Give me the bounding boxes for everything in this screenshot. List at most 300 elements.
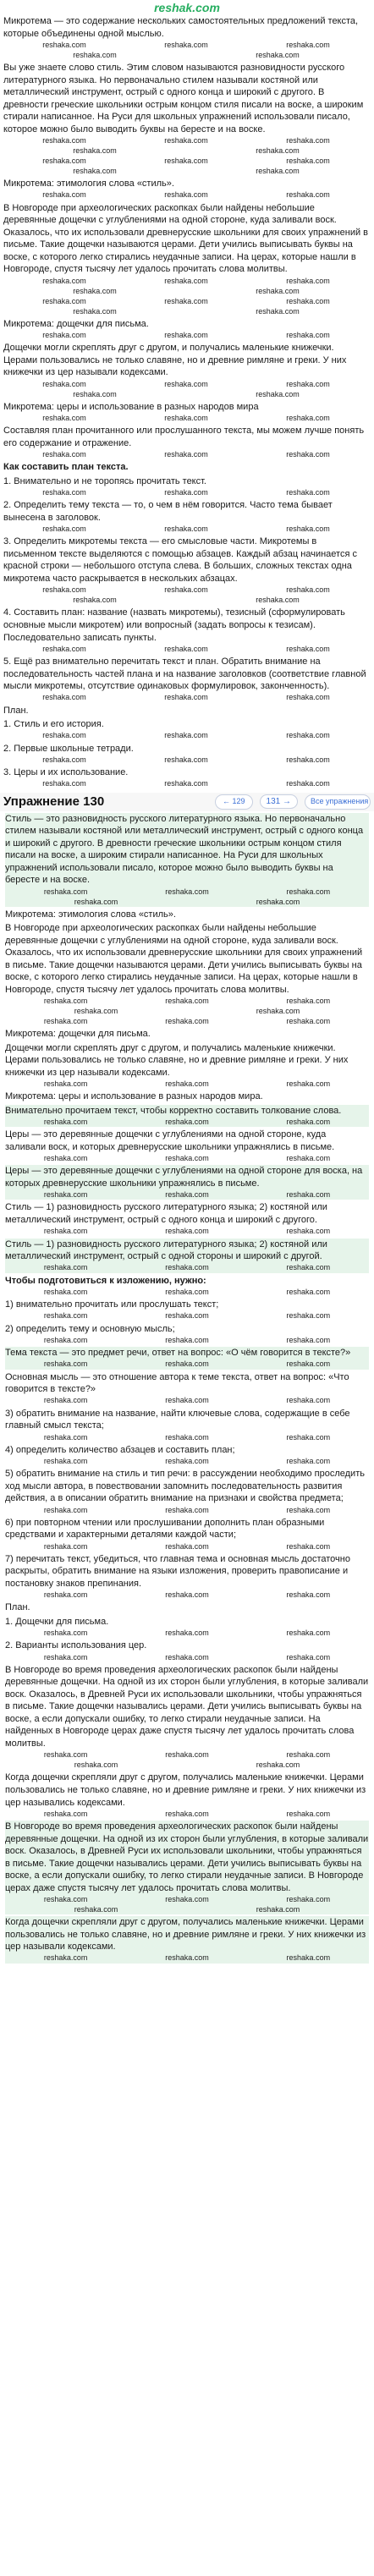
watermark-row [5,1652,369,1662]
top-paragraph [3,499,369,534]
paragraph-text: Дощечки могли скреплять друг с другом, и получались маленькие книжечки. Церами пользовались не только славяне, но и древние римляне и греки. У них книжечки из цер называли кодексами. [3,343,347,378]
watermark-text: reshaka.com [43,1017,88,1026]
watermark-row [5,1953,369,1964]
watermark-text: reshaka.com [165,997,209,1006]
bottom-paragraph [5,1347,369,1370]
bottom-paragraph [5,1640,369,1662]
watermark-row [3,276,369,286]
watermark-text: reshaka.com [286,1541,331,1551]
watermark-text: reshaka.com [73,50,117,59]
paragraph-text: Стиль — 1) разновидность русского литературного языка; 2) костяной или металлический инструмент, острый с одного конца и широкий с другого. [5,1202,327,1225]
watermark-row [3,731,369,741]
watermark-row [3,389,369,399]
bottom-paragraph [5,1299,369,1321]
bottom-paragraph [5,1239,369,1273]
watermark-text: reshaka.com [73,286,117,295]
watermark-text: reshaka.com [286,331,330,340]
watermark-row [3,330,369,340]
watermark-text: reshaka.com [42,525,86,534]
watermark-text: reshaka.com [286,1894,331,1903]
watermark-row [3,40,369,50]
watermark-text: reshaka.com [164,135,208,145]
watermark-text: reshaka.com [165,1652,209,1661]
watermark-text: reshaka.com [42,331,86,340]
watermark-text: reshaka.com [286,1287,331,1296]
watermark-text: reshaka.com [165,1750,209,1760]
watermark-row [3,779,369,789]
paragraph-text: В Новгороде во время проведения археологических раскопок были найдены деревянные дощечки. На одной из их сторон были углубления, в которые заливали воск. Оказалось, в Древней Руси их использовали школьники, чтобы упражняться в письме. Такие дощечки назывались церами. Дети учились выписывать буквы на воске, а если допускали ошибку, то легко стирали неудачные записи. На найденных в Новгороде церах даже спустя тысячу лет удалось прочитать слова молитвы. [5,1664,369,1749]
watermark-row [3,524,369,534]
watermark-text: reshaka.com [286,1652,331,1661]
watermark-text: reshaka.com [256,1904,300,1914]
watermark-row [3,585,369,595]
watermark-text: reshaka.com [164,488,208,497]
watermark-text: reshaka.com [42,585,86,595]
paragraph-text: Как составить план текста. [3,462,129,473]
bottom-paragraph [5,1616,369,1639]
watermark-text: reshaka.com [74,1007,118,1016]
watermark-text: reshaka.com [43,1396,88,1405]
watermark-row [5,1359,369,1370]
top-paragraph [3,766,369,789]
paragraph-text: 2. Варианты использования цер. [5,1640,147,1651]
prev-exercise-button[interactable]: ← 129 [215,794,253,810]
watermark-text: reshaka.com [43,1079,88,1089]
paragraph-text: План. [3,705,29,716]
paragraph-text: 4. Составить план: название (назвать микротемы), тезисный (сформулировать основные мысли микротем) или вопросный (задать вопросы к тезисам). Последовательно записать пункты. [3,607,345,643]
paragraph-text: В Новгороде во время проведения археологических раскопок были найдены деревянные дощечки. На одной из их сторон были углубления, в которые заливали воск. Оказалось, в Древней Руси их использовали школьники, чтобы упражняться в письме. Такие дощечки назывались церами. Дети учились выписывать буквы на воске, а если допускали ошибку, то легко стирали неудачные записи. В Новгороде церах даже спустя тысячу лет удалось прочитать слова молитвы. [5,1821,369,1893]
bottom-paragraph [5,909,369,921]
bottom-paragraph [5,1916,369,1964]
paragraph-text: Стиль — это разновидность русского литературного языка. Но первоначально стилем называли костяной или металлический инструмент, острый с одного конца и широкий с другого. В древности греческие школьники острым концом стиля писали на воске, а широким стирали написанное. На Руси для школьных упражнений использовали писало, которое можно было выводить буквы на бересте и на воске. [5,813,364,886]
watermark-text: reshaka.com [164,779,208,788]
watermark-text: reshaka.com [165,1079,209,1089]
watermark-row [5,1227,369,1237]
paragraph-text: 2. Первые школьные тетради. [3,743,134,754]
paragraph-text: 2. Определить тему текста — то, о чем в нём говорится. Часто тема бывает вынесена в заголовок. [3,500,333,523]
watermark-row [5,1287,369,1297]
watermark-row [5,1590,369,1600]
watermark-row [3,413,369,423]
watermark-text: reshaka.com [286,1505,331,1514]
watermark-text: reshaka.com [164,40,208,49]
watermark-row [5,1456,369,1466]
watermark-text: reshaka.com [165,1396,209,1405]
paragraph-text: Стиль — 1) разновидность русского литературного языка; 2) костяной или металлический инструмент, острый с одной стороны и широкий с другой. [5,1239,327,1262]
watermark-text: reshaka.com [256,1760,300,1770]
watermark-row [5,1006,369,1016]
watermark-text: reshaka.com [43,1190,88,1200]
bottom-paragraph [5,1371,369,1406]
watermark-text: reshaka.com [286,190,330,200]
watermark-text: reshaka.com [286,1953,331,1963]
paragraph-text: Микротема: этимология слова «стиль». [3,179,174,189]
top-paragraph [3,401,369,424]
watermark-text: reshaka.com [165,1118,209,1127]
watermark-text: reshaka.com [73,596,117,605]
watermark-text: reshaka.com [42,450,86,459]
watermark-text: reshaka.com [43,997,88,1006]
bottom-paragraph [5,1771,369,1819]
watermark-text: reshaka.com [164,414,208,423]
watermark-text: reshaka.com [42,488,86,497]
top-paragraph [3,15,369,60]
watermark-row [5,996,369,1006]
bottom-paragraph [5,1553,369,1601]
paragraph-text: 1. Дощечки для письма. [5,1616,109,1627]
paragraph-text: Составляя план прочитанного или прослушанного текста, мы можем лучше понять его содержание и отражение. [3,426,365,448]
watermark-row [3,379,369,389]
watermark-text: reshaka.com [73,306,117,316]
watermark-text: reshaka.com [286,414,330,423]
watermark-text: reshaka.com [164,276,208,285]
watermark-text: reshaka.com [164,190,208,200]
watermark-text: reshaka.com [286,450,330,459]
paragraph-text: Чтобы подготовиться к изложению, нужно: [5,1275,206,1286]
watermark-text: reshaka.com [286,1118,331,1127]
watermark-text: reshaka.com [42,379,86,388]
watermark-text: reshaka.com [73,389,117,398]
paragraph-text: 1. Стиль и его история. [3,719,104,730]
watermark-text: reshaka.com [164,644,208,653]
paragraph-text: 1. Внимательно и не торопясь прочитать текст. [3,475,206,486]
watermark-text: reshaka.com [286,693,330,702]
watermark-text: reshaka.com [165,1809,209,1818]
watermark-text: reshaka.com [164,755,208,764]
site-logo[interactable] [0,0,374,15]
watermark-text: reshaka.com [286,1629,331,1638]
watermark-text: reshaka.com [43,1263,88,1272]
top-paragraph [3,62,369,176]
watermark-text: reshaka.com [256,146,300,155]
watermark-row [5,1335,369,1345]
watermark-row [5,1189,369,1200]
watermark-text: reshaka.com [286,1335,331,1344]
watermark-text: reshaka.com [42,190,86,200]
watermark-text: reshaka.com [165,1541,209,1551]
watermark-text: reshaka.com [42,414,86,423]
next-exercise-button[interactable]: 131 → [260,794,298,809]
watermark-row [3,286,369,296]
paragraph-text: Микротема: церы и использование в разных народов мира. [5,1091,263,1102]
watermark-row [3,644,369,654]
paragraph-text: Вы уже знаете слово стиль. Этим словом называются разновидности русского литературного языка. Но первоначально стилем называли костяной или металлический инструмент, острый с одного конца и широкий с другого. В древности греческие школьники острым концом стиля писали на воске, а широким стирали написанное. На Руси для школьных упражнений использовали писало, которое можно было выводить буквы на бересте и на воске. [3,63,364,135]
watermark-text: reshaka.com [286,40,330,49]
watermark-text: reshaka.com [43,1359,88,1369]
paragraph-text: Микротема: церы и использование в разных народов мира [3,401,259,412]
watermark-text: reshaka.com [42,731,86,740]
watermark-row [5,1311,369,1321]
watermark-row [3,693,369,703]
watermark-text: reshaka.com [165,1287,209,1296]
all-exercises-button[interactable]: Все упражнения [305,794,371,810]
bottom-paragraph [5,1028,369,1041]
bottom-paragraph [5,1129,369,1163]
watermark-text: reshaka.com [165,1457,209,1466]
watermark-row [5,897,369,907]
watermark-text: reshaka.com [74,1760,118,1770]
watermark-text: reshaka.com [42,276,86,285]
watermark-text: reshaka.com [286,779,330,788]
watermark-row [3,487,369,497]
watermark-text: reshaka.com [74,897,118,906]
bottom-paragraph [5,1444,369,1467]
paragraph-text: Церы — это деревянные дощечки с углублениями на одной стороне, куда заливали воск, и которых древнерусские школьники упражнялись в письме. [5,1129,335,1152]
watermark-text: reshaka.com [42,755,86,764]
watermark-text: reshaka.com [43,1227,88,1236]
watermark-row [3,50,369,60]
watermark-text: reshaka.com [286,488,330,497]
watermark-text: reshaka.com [43,1629,88,1638]
paragraph-text: 3. Определить микротемы текста — его смысловые части. Микротемы в письменном тексте выделяются с помощью абзацев. Каждый абзац начинается с красной строки — небольшого отступа слева. В больших, сложных текстах одна микротема часто раскрывается в нескольких абзацах. [3,536,357,584]
watermark-text: reshaka.com [164,379,208,388]
watermark-text: reshaka.com [164,156,208,165]
watermark-text: reshaka.com [73,146,117,155]
watermark-text: reshaka.com [43,1652,88,1661]
watermark-text: reshaka.com [43,1953,88,1963]
watermark-row [5,1541,369,1552]
watermark-text: reshaka.com [286,1750,331,1760]
watermark-text: reshaka.com [286,296,330,305]
watermark-text: reshaka.com [43,1457,88,1466]
bottom-paragraph [5,1821,369,1914]
watermark-row [5,1894,369,1904]
watermark-text: reshaka.com [286,1079,331,1089]
watermark-row [3,166,369,176]
paragraph-text: 7) перечитать текст, убедиться, что главная тема и основная мысль достаточно раскрыты, обратить внимание на языки изложения, проверить правописание и постановку знаков препинания. [5,1553,350,1589]
watermark-row [5,1749,369,1760]
bottom-paragraph [5,1601,369,1614]
watermark-text: reshaka.com [164,693,208,702]
exercise-nav-bar [0,793,374,811]
paragraph-text: 5) обратить внимание на стиль и тип речи: в рассуждении необходимо проследить ход мысли автора, в повествовании запомнить последовательность развития действия, а в описании обратить внимание на признаки и свойства предмета; [5,1469,365,1504]
bottom-paragraph [5,1105,369,1128]
watermark-text: reshaka.com [286,644,330,653]
watermark-row [5,1904,369,1914]
bottom-paragraph [5,813,369,907]
watermark-row [3,449,369,459]
watermark-text: reshaka.com [43,1154,88,1163]
watermark-row [5,1628,369,1638]
watermark-text: reshaka.com [286,135,330,145]
paragraph-text: Церы — это деревянные дощечки с углублениями на одной стороне для воска, на которых древнерусские школьники упражнялись в письме. [5,1166,363,1189]
paragraph-text: 2) определить тему и основную мысль; [5,1323,175,1334]
nav-controls [215,794,371,810]
top-paragraph [3,425,369,459]
watermark-text: reshaka.com [286,1809,331,1818]
watermark-text: reshaka.com [43,1287,88,1296]
watermark-text: reshaka.com [256,897,300,906]
watermark-row [3,190,369,200]
watermark-row [5,1760,369,1770]
watermark-text: reshaka.com [286,1311,331,1321]
top-paragraph [3,607,369,654]
bottom-paragraph [5,1201,369,1236]
watermark-row [5,887,369,897]
watermark-text: reshaka.com [164,585,208,595]
watermark-row [3,296,369,306]
watermark-text: reshaka.com [256,306,300,316]
watermark-text: reshaka.com [286,1396,331,1405]
watermark-text: reshaka.com [286,156,330,165]
logo-text: reshak.com [154,0,220,14]
paragraph-text: Когда дощечки скрепляли друг с другом, получались маленькие книжечки. Церами пользовались не только славяне, но и древние римляне и греки. У них книжечки из цер назывались кодексами. [5,1772,366,1808]
watermark-text: reshaka.com [165,1432,209,1442]
paragraph-text: Микротема: дощечки для письма. [3,318,149,329]
top-paragraph [3,718,369,741]
watermark-text: reshaka.com [165,1190,209,1200]
paragraph-text: 6) при повторном чтении или прослушивании дополнить план образными средствами и характерными деталями каждой части; [5,1517,325,1541]
watermark-text: reshaka.com [286,525,330,534]
watermark-text: reshaka.com [73,166,117,175]
watermark-text: reshaka.com [43,1311,88,1321]
watermark-text: reshaka.com [165,1590,209,1600]
watermark-row [5,1079,369,1089]
watermark-text: reshaka.com [256,286,300,295]
bottom-paragraph [5,1468,369,1515]
paragraph-text: Микротема: дощечки для письма. [5,1029,151,1040]
watermark-text: reshaka.com [256,1007,300,1016]
exercise-title: Упражнение 130 [3,794,105,809]
watermark-text: reshaka.com [165,1359,209,1369]
watermark-text: reshaka.com [256,389,300,398]
watermark-text: reshaka.com [286,1359,331,1369]
watermark-text: reshaka.com [165,1335,209,1344]
top-paragraph [3,656,369,703]
watermark-text: reshaka.com [286,1457,331,1466]
watermark-text: reshaka.com [164,450,208,459]
watermark-text: reshaka.com [165,1894,209,1903]
bottom-paragraph [5,1090,369,1103]
watermark-text: reshaka.com [165,887,209,896]
watermark-row [5,1396,369,1406]
watermark-text: reshaka.com [43,1505,88,1514]
watermark-row [5,1809,369,1819]
paragraph-text: В Новгороде при археологических раскопках были найдены небольшие деревянные дощечки с углублениями на одной стороне, куда заливали воск. Оказалось, что их использовали древнерусские школьники для своих упражнений в письме. Такие дощечки называются церами. Дети учились выписывать буквы на воске, с которого легко стирались неудачные записи. На церах, которые нашли в Новгороде, спустя тысячу лет удалось прочитать слова молитвы. [5,923,363,995]
watermark-row [5,1263,369,1273]
watermark-row [3,755,369,765]
watermark-text: reshaka.com [74,1904,118,1914]
top-paragraph [3,178,369,200]
bottom-paragraph [5,1408,369,1442]
watermark-text: reshaka.com [42,40,86,49]
watermark-text: reshaka.com [42,156,86,165]
paragraph-text: План. [5,1602,30,1613]
top-paragraph [3,743,369,766]
watermark-text: reshaka.com [42,693,86,702]
watermark-row [3,595,369,605]
watermark-text: reshaka.com [286,379,330,388]
watermark-text: reshaka.com [286,1590,331,1600]
watermark-text: reshaka.com [43,1118,88,1127]
bottom-paragraph [5,1664,369,1771]
answer-bottom-section [0,811,374,1964]
watermark-row [5,1016,369,1026]
top-paragraph [3,536,369,605]
watermark-text: reshaka.com [43,887,88,896]
watermark-text: reshaka.com [286,1432,331,1442]
paragraph-text: Микротема — это содержание нескольких самостоятельных предложений текста, которые объединены одной мыслью. [3,16,359,39]
top-paragraph [3,475,369,498]
watermark-text: reshaka.com [286,1263,331,1272]
watermark-text: reshaka.com [43,1809,88,1818]
watermark-text: reshaka.com [164,296,208,305]
watermark-text: reshaka.com [42,135,86,145]
watermark-text: reshaka.com [43,1894,88,1903]
watermark-text: reshaka.com [286,731,330,740]
paragraph-text: Дощечки могли скреплять друг с другом, и получались маленькие книжечки. Церами пользовались не только славяне, но и древние римляне и греки. У них книжечки из цер называли кодексами. [5,1042,349,1078]
top-paragraph [3,342,369,399]
watermark-text: reshaka.com [256,596,300,605]
watermark-text: reshaka.com [164,331,208,340]
watermark-row [3,156,369,166]
bottom-paragraph [5,1275,369,1298]
watermark-text: reshaka.com [164,525,208,534]
watermark-text: reshaka.com [165,1017,209,1026]
watermark-text: reshaka.com [256,50,300,59]
watermark-text: reshaka.com [286,997,331,1006]
watermark-text: reshaka.com [43,1335,88,1344]
paragraph-text: 5. Ещё раз внимательно перечитать текст и план. Обратить внимание на последовательность частей плана и на название заголовков (соответствие главной мысли микротемы, отсутствие одинаковых формулировок, законченность). [3,656,366,692]
watermark-row [3,135,369,146]
answer-top-section [0,15,374,789]
watermark-text: reshaka.com [165,1505,209,1514]
paragraph-text: Внимательно прочитаем текст, чтобы корректно составить толкование слова. [5,1105,342,1116]
watermark-row [5,1432,369,1442]
watermark-text: reshaka.com [43,1541,88,1551]
top-paragraph [3,705,369,717]
watermark-text: reshaka.com [165,1311,209,1321]
watermark-text: reshaka.com [165,1154,209,1163]
watermark-text: reshaka.com [286,1154,331,1163]
watermark-text: reshaka.com [43,1590,88,1600]
watermark-text: reshaka.com [165,1227,209,1236]
watermark-text: reshaka.com [42,779,86,788]
watermark-text: reshaka.com [43,1750,88,1760]
watermark-text: reshaka.com [286,887,331,896]
bottom-paragraph [5,1323,369,1346]
watermark-text: reshaka.com [165,1629,209,1638]
watermark-row [5,1153,369,1163]
bottom-paragraph [5,922,369,1026]
watermark-text: reshaka.com [42,296,86,305]
watermark-text: reshaka.com [286,1017,331,1026]
bottom-paragraph [5,1165,369,1200]
watermark-row [5,1505,369,1515]
watermark-text: reshaka.com [43,1432,88,1442]
paragraph-text: 3) обратить внимание на название, найти ключевые слова, содержащие в себе главный смысл текста; [5,1408,350,1431]
watermark-text: reshaka.com [165,1263,209,1272]
watermark-text: reshaka.com [256,166,300,175]
bottom-paragraph [5,1517,369,1552]
watermark-text: reshaka.com [286,1227,331,1236]
bottom-paragraph [5,1042,369,1090]
watermark-row [3,306,369,316]
watermark-text: reshaka.com [286,585,330,595]
paragraph-text: Когда дощечки скрепляли друг с другом, получались маленькие книжечки. Церами пользовались не только славяне, но и древние римляне и греки. У них книжечки из цер называли кодексами. [5,1917,366,1953]
top-paragraph [3,202,369,316]
watermark-row [3,146,369,156]
paragraph-text: 3. Церы и их использование. [3,767,129,778]
watermark-text: reshaka.com [42,644,86,653]
paragraph-text: Тема текста — это предмет речи, ответ на вопрос: «О чём говорится в тексте?» [5,1348,351,1359]
paragraph-text: 4) определить количество абзацев и составить план; [5,1444,235,1455]
watermark-text: reshaka.com [286,276,330,285]
paragraph-text: Микротема: этимология слова «стиль». [5,909,176,920]
watermark-text: reshaka.com [165,1953,209,1963]
watermark-text: reshaka.com [286,1190,331,1200]
top-paragraph [3,461,369,474]
